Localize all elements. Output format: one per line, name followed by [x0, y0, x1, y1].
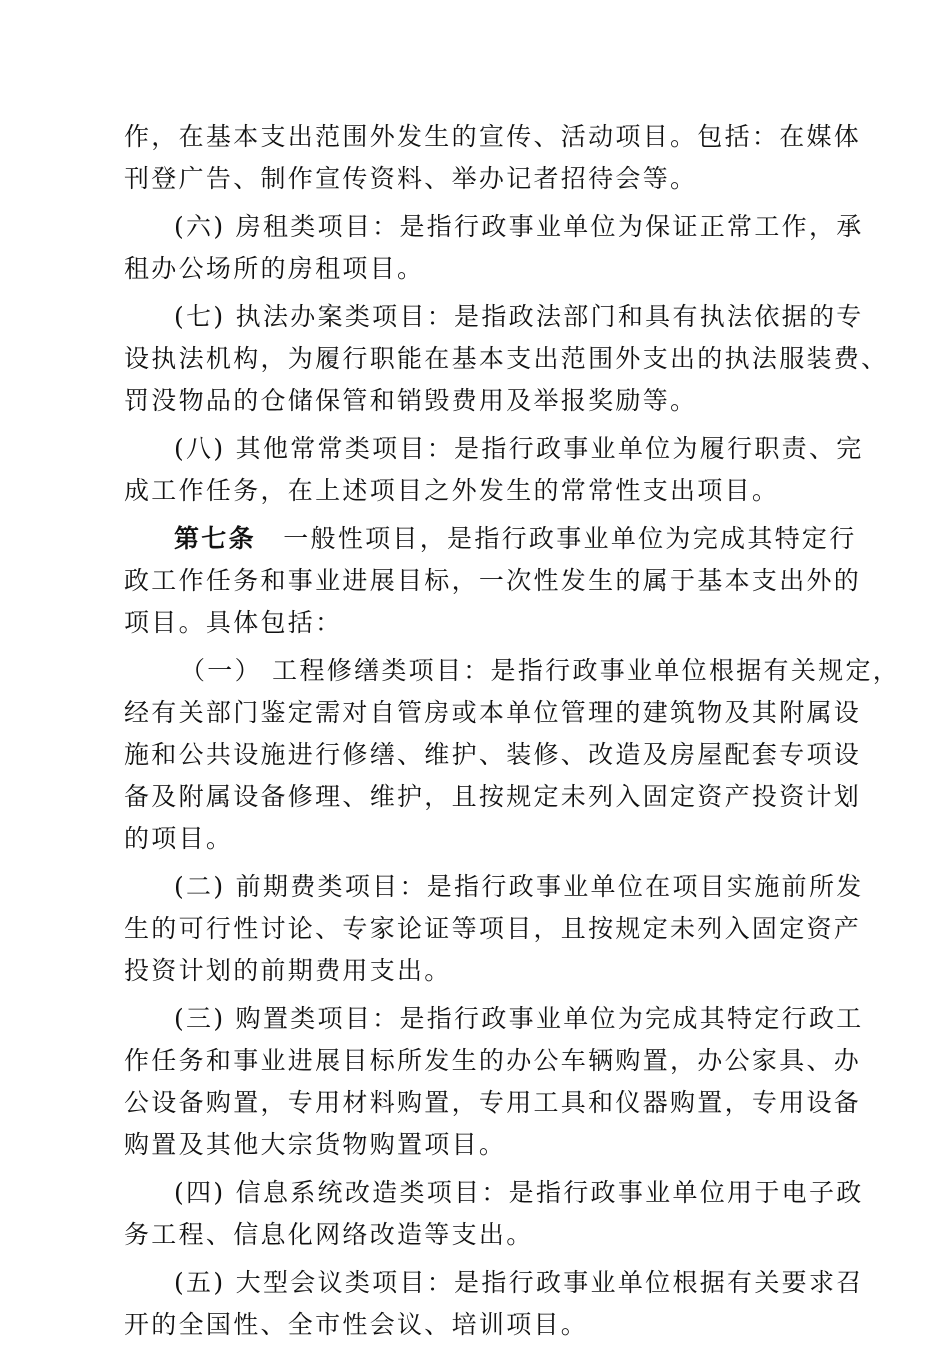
text-line: (六) 房租类项目：是指行政事业单位为保证正常工作，承	[174, 212, 864, 241]
paragraph-publicity-continued	[124, 116, 862, 200]
text-line: 刊登广告、制作宣传资料、举办记者招待会等。	[124, 164, 698, 193]
text-line: 罚没物品的仓储保管和销毁费用及举报奖励等。	[124, 386, 698, 415]
paragraph-item-6-rent	[124, 206, 864, 290]
text-line: (三) 购置类项目：是指行政事业单位为完成其特定行政工	[174, 1004, 864, 1033]
text-line: 的项目。	[124, 824, 234, 853]
paragraph-item-3-purchase	[124, 998, 864, 1166]
paragraph-item-1-repair	[124, 650, 901, 860]
article-7-text: 一般性项目，是指行政事业单位为完成其特定行	[283, 524, 857, 553]
text-line: 务工程、信息化网络改造等支出。	[124, 1220, 534, 1249]
document-body	[124, 116, 901, 1352]
paragraph-item-5-conference	[124, 1262, 864, 1346]
text-line: (八) 其他常常类项目：是指行政事业单位为履行职责、完	[174, 434, 864, 463]
paragraph-item-4-information-system	[124, 1172, 864, 1256]
text-line: 开的全国性、全市性会议、培训项目。	[124, 1310, 589, 1339]
text-line: 经有关部门鉴定需对自管房或本单位管理的建筑物及其附属设	[124, 698, 862, 727]
paragraph-item-2-preliminary	[124, 866, 864, 992]
text-line: (五) 大型会议类项目：是指行政事业单位根据有关要求召	[174, 1268, 864, 1297]
article-7-label: 第七条	[174, 524, 256, 553]
text-line: (四) 信息系统改造类项目：是指行政事业单位用于电子政	[174, 1178, 864, 1207]
text-line: 投资计划的前期费用支出。	[124, 956, 452, 985]
text-line: (二) 前期费类项目：是指行政事业单位在项目实施前所发	[174, 872, 864, 901]
paragraph-item-7-law-enforcement	[124, 296, 889, 422]
text-line	[124, 518, 857, 560]
text-line: 施和公共设施进行修缮、维护、装修、改造及房屋配套专项设	[124, 740, 862, 769]
text-line: 购置及其他大宗货物购置项目。	[124, 1130, 507, 1159]
text-line: 政工作任务和事业进展目标，一次性发生的属于基本支出外的	[124, 566, 862, 595]
text-line: 公设备购置，专用材料购置，专用工具和仪器购置，专用设备	[124, 1088, 862, 1117]
text-line: 租办公场所的房租项目。	[124, 254, 425, 283]
text-line: 作任务和事业进展目标所发生的办公车辆购置，办公家具、办	[124, 1046, 862, 1075]
paragraph-article-7	[124, 518, 862, 644]
text-line: 成工作任务，在上述项目之外发生的常常性支出项目。	[124, 476, 780, 505]
text-line: 设执法机构，为履行职能在基本支出范围外支出的执法服装费、	[124, 344, 889, 373]
text-line: 生的可行性讨论、专家论证等项目，且按规定未列入固定资产	[124, 914, 862, 943]
text-line: （一） 工程修缮类项目：是指行政事业单位根据有关规定，	[180, 656, 901, 685]
text-line: 备及附属设备修理、维护，且按规定未列入固定资产投资计划	[124, 782, 862, 811]
text-line: 项目。具体包括：	[124, 608, 343, 637]
paragraph-item-8-other-regular	[124, 428, 864, 512]
text-line: 作，在基本支出范围外发生的宣传、活动项目。包括：在媒体	[124, 122, 862, 151]
text-line: (七) 执法办案类项目：是指政法部门和具有执法依据的专	[174, 302, 864, 331]
